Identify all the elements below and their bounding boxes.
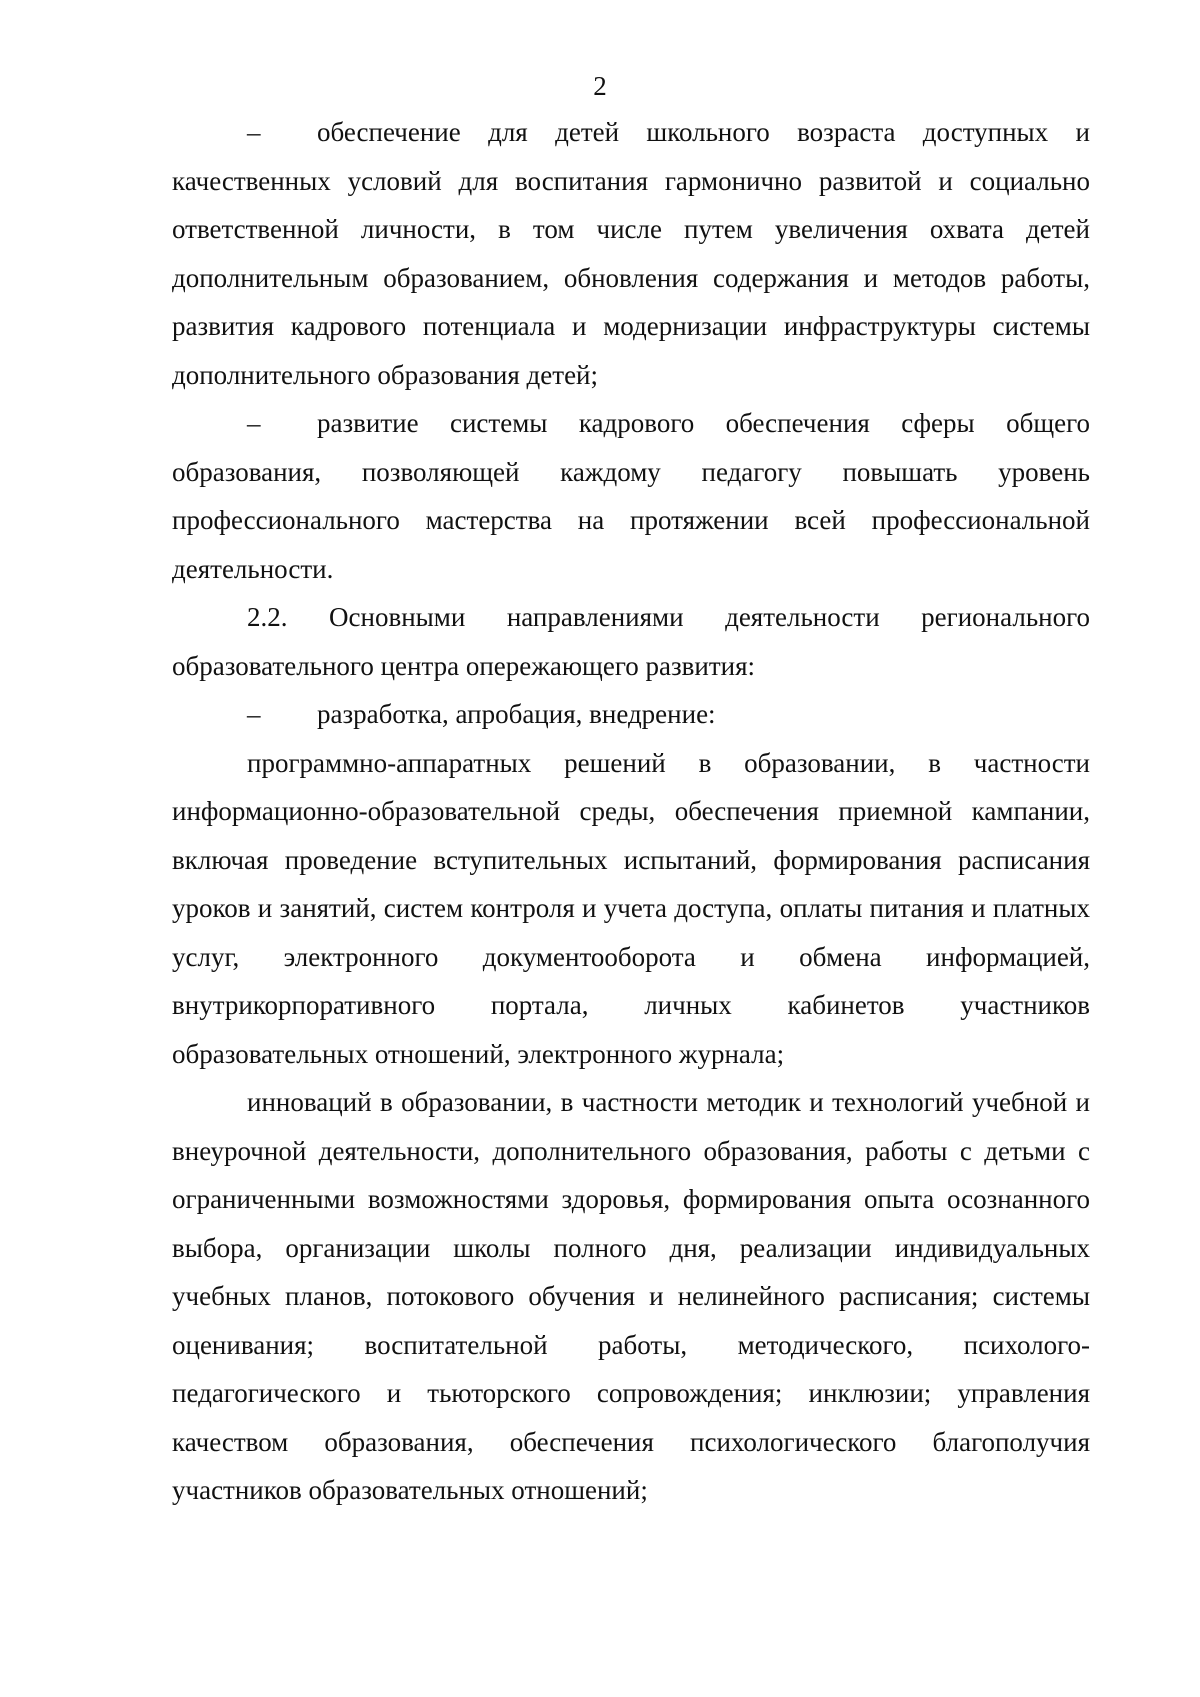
paragraph-6 [172, 1078, 1090, 1515]
paragraph-text: развитие системы кадрового обеспечения сферы общего образования, позволяющей каждому педагогу повышать уровень профессионального мастерства на протяжении всей профессиональной деятельности. [172, 408, 1090, 584]
paragraph-text: разработка, апробация, внедрение: [317, 699, 716, 729]
paragraph-1 [172, 108, 1090, 399]
paragraph-2 [172, 399, 1090, 593]
page-number: 2 [593, 71, 607, 101]
paragraph-text: обеспечение для детей школьного возраста доступных и качественных условий для воспитания гармонично развитой и социально ответственной личности, в том числе путем увеличения охвата детей дополнительным образованием, обновления содержания и методов работы, развития кадрового потенциала и модернизации инфраструктуры системы дополнительного образования детей; [172, 117, 1090, 390]
paragraph-text: программно-аппаратных решений в образовании, в частности информационно-образовательной среды, обеспечения приемной кампании, включая проведение вступительных испытаний, формирования расписания уроков и занятий, систем контроля и учета доступа, оплаты питания и платных услуг, электронного документооборота и обмена информацией, внутрикорпоративного портала, личных кабинетов участников образовательных отношений, электронного журнала; [172, 747, 1090, 1069]
paragraph-5 [172, 739, 1090, 1079]
list-dash: – [247, 408, 261, 438]
paragraph-text: 2.2. Основными направлениями деятельности регионального образовательного центра опережающего развития: [172, 602, 1090, 681]
list-dash: – [247, 117, 261, 147]
paragraph-text: инноваций в образовании, в частности методик и технологий учебной и внеурочной деятельности, дополнительного образования, работы с детьми с ограниченными возможностями здоровья, формирования опыта осознанного выбора, организации школы полного дня, реализации индивидуальных учебных планов, потокового обучения и нелинейного расписания; системы оценивания; воспитательной работы, методического, психолого-педагогического и тьюторского сопровождения; инклюзии; управления качеством образования, обеспечения психологического благополучия участников образовательных отношений; [172, 1087, 1090, 1505]
document-body [172, 108, 1090, 1515]
list-dash: – [247, 699, 261, 729]
paragraph-3 [172, 593, 1090, 690]
paragraph-4 [172, 690, 1090, 739]
